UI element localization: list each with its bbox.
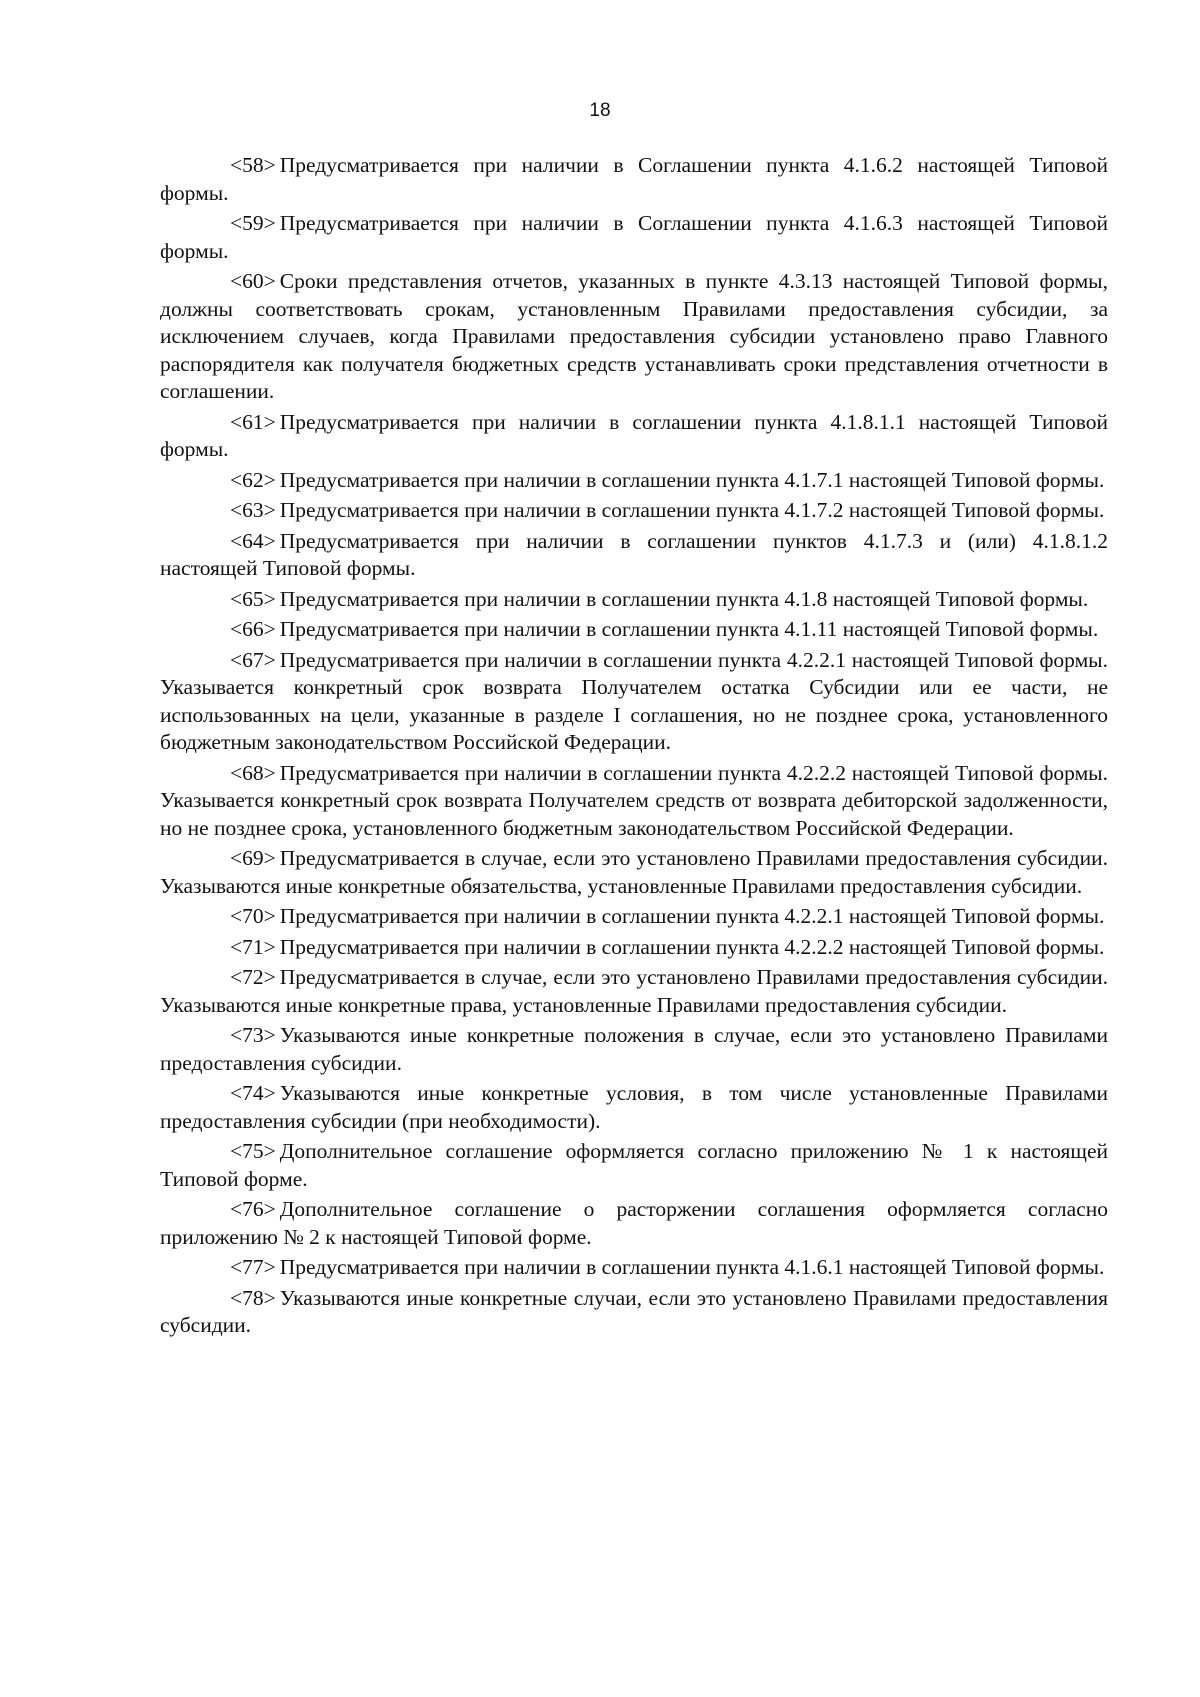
footnote-item xyxy=(160,934,1108,962)
footnote-item xyxy=(160,903,1108,931)
footnote-text: Предусматривается при наличии в соглашении пункта 4.2.2.1 настоящей Типовой формы. xyxy=(279,904,1105,928)
footnote-text: Предусматривается в случае, если это установлено Правилами предоставления субсидии. Указываются иные конкретные права, установленные Правилами предоставления субсидии. xyxy=(160,965,1108,1017)
footnote-text: Предусматривается в случае, если это установлено Правилами предоставления субсидии. Указываются иные конкретные обязательства, установленные Правилами предоставления субсидии. xyxy=(160,846,1108,898)
footnote-text: Предусматривается при наличии в соглашении пункта 4.1.7.1 настоящей Типовой формы. xyxy=(279,467,1105,492)
footnote-text: Предусматривается при наличии в соглашении пункта 4.1.7.2 настоящей Типовой формы. xyxy=(279,498,1105,522)
footnote-item xyxy=(160,409,1108,464)
footnote-text: Указываются иные конкретные положения в случае, если это установлено Правилами предоставления субсидии. xyxy=(160,1023,1108,1075)
footnote-item xyxy=(160,845,1108,900)
footnote-text: Указываются иные конкретные условия, в том числе установленные Правилами предоставления субсидии (при необходимости). xyxy=(160,1081,1108,1133)
footnote-marker: <69> xyxy=(230,846,276,870)
footnote-marker: <63> xyxy=(230,498,276,522)
footnote-item xyxy=(160,1080,1108,1135)
footnote-marker: <61> xyxy=(230,409,276,434)
footnote-item xyxy=(160,152,1108,207)
footnote-marker: <58> xyxy=(230,153,276,177)
footnote-marker: <59> xyxy=(230,211,276,235)
footnote-text: Дополнительное соглашение оформляется согласно приложению № 1 к настоящей Типовой форме. xyxy=(160,1139,1108,1191)
footnote-marker: <62> xyxy=(230,467,276,492)
footnote-item xyxy=(160,1138,1108,1193)
footnote-text: Сроки представления отчетов, указанных в пункте 4.3.13 настоящей Типовой формы, должны соответствовать срокам, установленным Правилами предоставления субсидии, за исключением случаев, когда Правилами предоставления субсидии установлено право Главного распорядителя как получателя бюджетных средств устанавливать сроки представления отчетности в соглашении. xyxy=(160,269,1108,403)
footnote-item xyxy=(160,268,1108,406)
footnote-marker: <64> xyxy=(230,528,276,553)
footnote-marker: <66> xyxy=(230,617,276,641)
footnote-text: Предусматривается при наличии в соглашении пункта 4.2.2.2 настоящей Типовой формы. xyxy=(279,934,1105,959)
footnote-item xyxy=(160,964,1108,1019)
footnote-marker: <67> xyxy=(230,647,276,672)
footnote-item xyxy=(160,497,1108,525)
footnote-item xyxy=(160,586,1108,614)
footnote-item xyxy=(160,1196,1108,1251)
footnote-text: Указываются иные конкретные случаи, если это установлено Правилами предоставления субсидии. xyxy=(160,1285,1108,1337)
footnote-text: Предусматривается при наличии в Соглашении пункта 4.1.6.2 настоящей Типовой формы. xyxy=(160,153,1108,205)
footnote-marker: <73> xyxy=(230,1023,276,1047)
footnote-text: Предусматривается при наличии в соглашении пунктов 4.1.7.3 и (или) 4.1.8.1.2 настоящей Типовой формы. xyxy=(160,528,1108,580)
footnote-text: Предусматривается при наличии в соглашении пункта 4.2.2.2 настоящей Типовой формы. Указывается конкретный срок возврата Получателем средств от возврата дебиторской задолженности, но не позднее срока, установленного бюджетным законодательством Российской Федерации. xyxy=(160,760,1108,840)
footnote-text: Предусматривается при наличии в соглашении пункта 4.1.8.1.1 настоящей Типовой формы. xyxy=(160,409,1108,461)
footnote-text: Предусматривается при наличии в соглашении пункта 4.2.2.1 настоящей Типовой формы. Указывается конкретный срок возврата Получателем остатка Субсидии или ее части, не использованных на цели, указанные в разделе I соглашения, но не позднее срока, установленного бюджетным законодательством Российской Федерации. xyxy=(160,647,1108,754)
footnote-marker: <75> xyxy=(230,1139,276,1163)
footnote-marker: <77> xyxy=(230,1255,276,1279)
footnote-item xyxy=(160,1285,1108,1340)
footnote-text: Предусматривается при наличии в Соглашении пункта 4.1.6.3 настоящей Типовой формы. xyxy=(160,211,1108,263)
footnote-marker: <72> xyxy=(230,965,276,989)
footnote-marker: <68> xyxy=(230,760,276,785)
footnote-item xyxy=(160,528,1108,583)
footnote-item xyxy=(160,1254,1108,1282)
footnote-marker: <70> xyxy=(230,904,276,928)
footnote-marker: <60> xyxy=(230,269,276,293)
footnote-item xyxy=(160,616,1108,644)
footnote-text: Дополнительное соглашение о расторжении соглашения оформляется согласно приложению № 2 к настоящей Типовой форме. xyxy=(160,1197,1108,1249)
footnote-marker: <71> xyxy=(230,934,276,959)
footnote-text: Предусматривается при наличии в соглашении пункта 4.1.11 настоящей Типовой формы. xyxy=(279,617,1099,641)
footnote-text: Предусматривается при наличии в соглашении пункта 4.1.8 настоящей Типовой формы. xyxy=(279,586,1089,611)
page-number: 18 xyxy=(589,100,611,121)
footnotes-list xyxy=(160,152,1108,1343)
footnote-item xyxy=(160,760,1108,843)
footnote-marker: <65> xyxy=(230,586,276,611)
footnote-marker: <74> xyxy=(230,1081,276,1105)
footnote-marker: <78> xyxy=(230,1285,276,1310)
footnote-item xyxy=(160,1022,1108,1077)
footnote-item xyxy=(160,210,1108,265)
footnote-item xyxy=(160,467,1108,495)
footnote-item xyxy=(160,647,1108,757)
footnote-marker: <76> xyxy=(230,1197,276,1221)
footnote-text: Предусматривается при наличии в соглашении пункта 4.1.6.1 настоящей Типовой формы. xyxy=(279,1255,1105,1279)
